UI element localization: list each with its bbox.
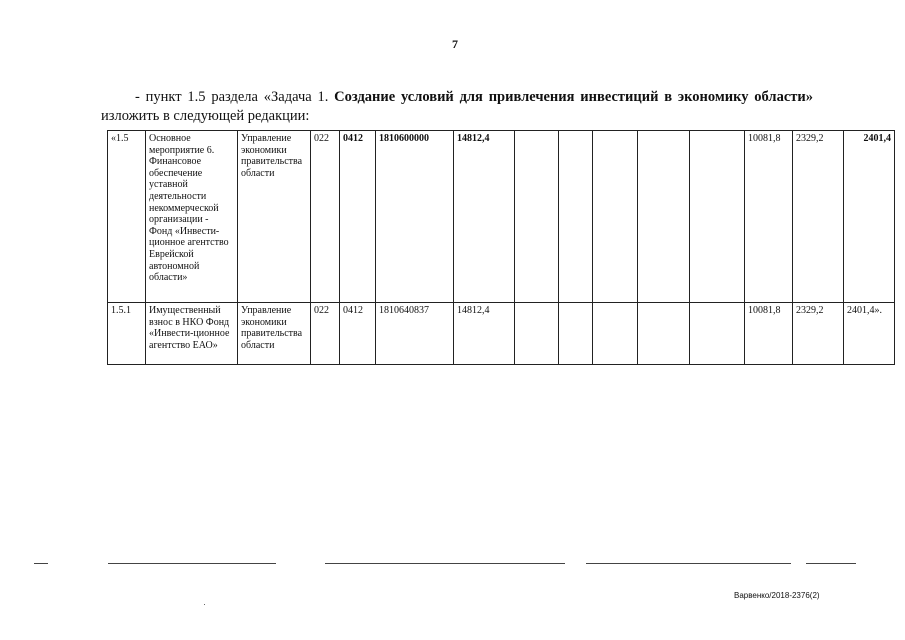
table-row [108,131,895,303]
empty-cell [515,303,559,365]
amount-year-2: 2329,2 [793,303,844,365]
row-number: 1.5.1 [108,303,146,365]
amount-year-2: 2329,2 [793,131,844,303]
amount-year-1: 10081,8 [745,303,793,365]
empty-cell [515,131,559,303]
total-amount: 14812,4 [454,303,515,365]
executor: Управление экономики правительства области [238,131,311,303]
footer-rule [806,563,856,564]
amount-year-1: 10081,8 [745,131,793,303]
empty-cell [593,303,638,365]
scan-speck [204,604,205,605]
rzpr-code: 0412 [340,303,376,365]
intro-prefix: - пункт 1.5 раздела «Задача 1. [135,89,335,105]
table-row [108,303,895,365]
grbs-code: 022 [311,131,340,303]
intro-task-title: Создание условий для привлечения инвестиций в экономику области» [334,89,813,105]
footer-rule [34,563,48,564]
csr-code: 1810640837 [376,303,454,365]
footer-rule [325,563,565,564]
amount-year-3: 2401,4 [844,131,895,303]
csr-code: 1810600000 [376,131,454,303]
page-number: 7 [452,37,458,51]
budget-table [107,130,895,365]
total-amount: 14812,4 [454,131,515,303]
grbs-code: 022 [311,303,340,365]
row-number: «1.5 [108,131,146,303]
rzpr-code: 0412 [340,131,376,303]
empty-cell [559,303,593,365]
empty-cell [638,131,690,303]
intro-line-1 [101,88,813,107]
executor: Управление экономики правительства области [238,303,311,365]
amount-year-3: 2401,4». [844,303,895,365]
measure-name: Имущественный взнос в НКО Фонд «Инвести-ционное агентство ЕАО» [146,303,238,365]
document-code: Варвенко/2018-2376(2) [734,591,820,600]
intro-line-2: изложить в следующей редакции: [101,108,310,124]
footer-rule [586,563,791,564]
empty-cell [638,303,690,365]
intro-paragraph [101,88,813,126]
footer-rule [108,563,276,564]
empty-cell [593,131,638,303]
empty-cell [559,131,593,303]
empty-cell [690,131,745,303]
measure-name: Основное мероприятие 6. Финансовое обеспечение уставной деятельности некоммерческой организации - Фонд «Инвести-ционное агентство Еврейской автономной области» [146,131,238,303]
empty-cell [690,303,745,365]
